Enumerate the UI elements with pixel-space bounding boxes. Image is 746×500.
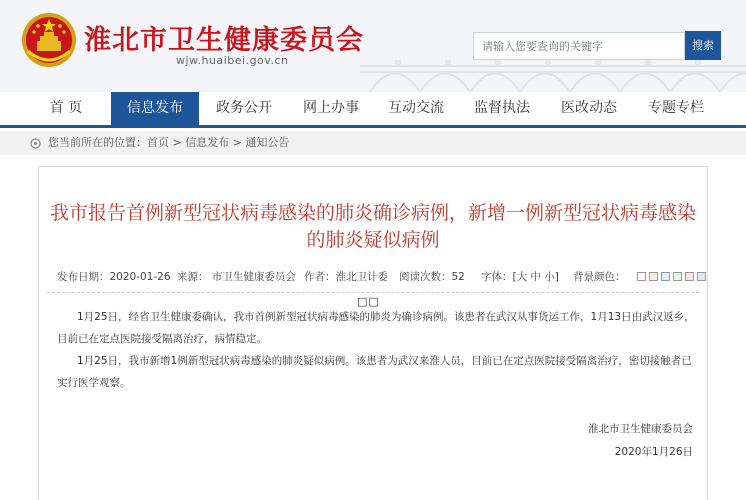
location-icon — [30, 138, 41, 149]
nav-online-services[interactable]: 网上办事 — [303, 100, 359, 116]
breadcrumb-text[interactable]: 您当前所在的位置：首页 > 信息发布 > 通知公告 — [48, 136, 290, 149]
nav-home[interactable]: 首 页 — [49, 100, 83, 116]
nav-special-topics[interactable]: 专题专栏 — [648, 100, 704, 116]
nav-gov-affairs[interactable]: 政务公开 — [216, 100, 272, 116]
site-title: 淮北市卫生健康委员会 — [84, 25, 364, 56]
article-signature: 淮北市卫生健康委员会 — [588, 423, 693, 435]
bg-swatch-white[interactable] — [637, 272, 646, 281]
bg-swatch-blue[interactable] — [661, 272, 670, 281]
font-size-switch[interactable]: 字体：[大 中 小] — [481, 271, 559, 283]
bg-swatch-beige[interactable] — [649, 272, 658, 281]
breadcrumb — [0, 131, 746, 155]
site-domain: wjw.huaibei.gov.cn — [176, 54, 289, 67]
publish-date: 发布日期：2020-01-26 — [57, 271, 171, 283]
meta-divider — [47, 292, 699, 293]
article-author: 作者：淮北卫计委 — [304, 271, 388, 283]
nav-reform-news[interactable]: 医改动态 — [561, 100, 617, 116]
article-date: 2020年1月26日 — [614, 446, 693, 458]
article-panel — [38, 166, 708, 500]
bg-color-label: 背景颜色： — [573, 271, 626, 283]
article-paragraph-1: 1月25日，经省卫生健康委确认，我市首例新型冠状病毒感染的肺炎为确诊病例。该患者在武汉从事货运工作，1月13日由武汉返乡，目前已在定点医院接受隔离治疗，病情稳定。 — [57, 311, 695, 345]
nav-interaction[interactable]: 互动交流 — [388, 100, 444, 116]
bg-swatch-gray[interactable] — [697, 272, 706, 281]
search-input[interactable] — [473, 32, 685, 60]
site-header — [0, 0, 746, 92]
nav-info-release[interactable]: 信息发布 — [111, 92, 199, 125]
bg-swatch-pink[interactable] — [685, 272, 694, 281]
article-paragraph-2: 1月25日，我市新增1例新型冠状病毒感染的肺炎疑似病例。该患者为武汉来淮人员，目前已在定点医院接受隔离治疗，密切接触者已实行医学观察。 — [57, 355, 692, 389]
article-title: 我市报告首例新型冠状病毒感染的肺炎确诊病例，新增一例新型冠状病毒感染的肺炎疑似病例 — [49, 202, 696, 251]
bg-swatch-green[interactable] — [673, 272, 682, 281]
national-emblem-logo — [20, 11, 78, 69]
main-nav — [0, 92, 746, 128]
search-button[interactable]: 搜索 — [685, 31, 721, 60]
article-source: 来源： 市卫生健康委员会 — [177, 271, 296, 283]
placeholder-glyphs: □□ — [357, 295, 380, 308]
nav-supervision[interactable]: 监督执法 — [474, 100, 530, 116]
view-count: 阅读次数：52 — [399, 271, 465, 283]
article-meta — [57, 269, 697, 285]
